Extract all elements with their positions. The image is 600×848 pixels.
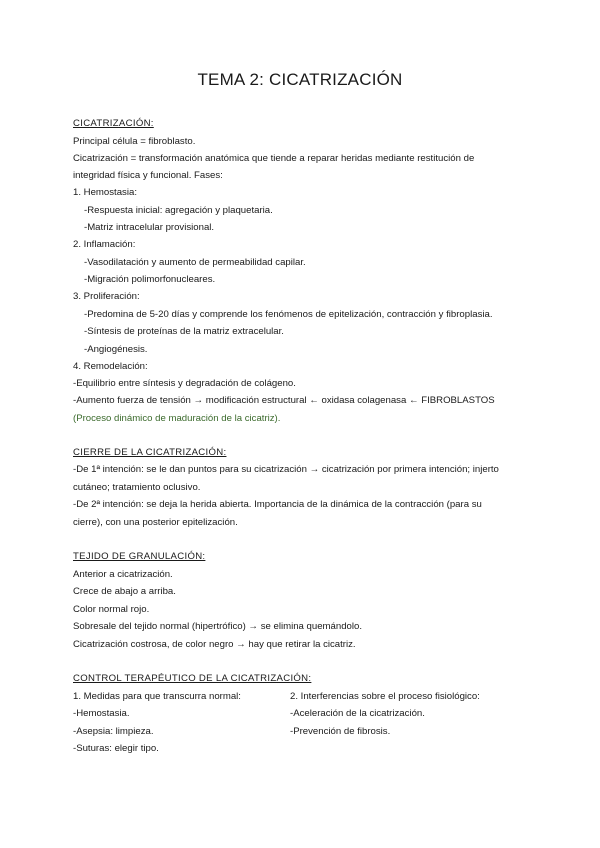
text-line: Sobresale del tejido normal (hipertrófico) → se elimina quemándolo. [73, 621, 363, 632]
text-line: -Respuesta inicial: agregación y plaquetaria. [84, 205, 273, 216]
text-line: -Equilibrio entre síntesis y degradación de colágeno. [73, 378, 296, 389]
phase-proliferacion: 3. Proliferación: [73, 291, 140, 302]
text-line: Cicatrización = transformación anatómica que tiende a reparar heridas mediante restitución de [73, 153, 475, 164]
text-line: -Prevención de fibrosis. [290, 726, 391, 737]
text-line: cutáneo; tratamiento oclusivo. [73, 482, 201, 493]
text-line: Cicatrización costrosa, de color negro → hay que retirar la cicatriz. [73, 639, 356, 650]
section-heading-cicatrizacion: CICATRIZACIÓN: [73, 118, 154, 129]
text-line: Anterior a cicatrización. [73, 569, 173, 580]
text-line: cierre), con una posterior epitelización. [73, 517, 238, 528]
text-line: Principal célula = fibroblasto. [73, 136, 196, 147]
section-heading-control: CONTROL TERAPÉUTICO DE LA CICATRIZACIÓN: [73, 673, 312, 684]
highlighted-note: (Proceso dinámico de maduración de la cicatriz). [73, 413, 281, 424]
column2-heading: 2. Interferencias sobre el proceso fisiológico: [290, 691, 480, 702]
section-heading-tejido: TEJIDO DE GRANULACIÓN: [73, 551, 206, 562]
column1-heading: 1. Medidas para que transcurra normal: [73, 691, 241, 702]
text-line: Color normal rojo. [73, 604, 150, 615]
phase-inflamacion: 2. Inflamación: [73, 239, 136, 250]
text-line: -Predomina de 5-20 días y comprende los fenómenos de epitelización, contracción y fibroplasia. [84, 309, 493, 320]
text-line: integridad física y funcional. Fases: [73, 170, 223, 181]
section-heading-cierre: CIERRE DE LA CICATRIZACIÓN: [73, 447, 227, 458]
text-line: -Matriz intracelular provisional. [84, 222, 215, 233]
text-line: -Suturas: elegir tipo. [73, 743, 159, 754]
page-title: TEMA 2: CICATRIZACIÓN [197, 70, 403, 89]
text-line: -De 2ª intención: se deja la herida abierta. Importancia de la dinámica de la contracción (para su [73, 499, 482, 510]
text-line: Crece de abajo a arriba. [73, 586, 176, 597]
text-line: -Migración polimorfonucleares. [84, 274, 216, 285]
text-line: -Asepsia: limpieza. [73, 726, 154, 737]
text-line: -Síntesis de proteínas de la matriz extracelular. [84, 326, 284, 337]
text-line: -Aceleración de la cicatrización. [290, 708, 425, 719]
text-line: -Aumento fuerza de tensión → modificación estructural ← oxidasa colagenasa ← FIBROBLASTOS [73, 395, 495, 406]
text-line: -Hemostasia. [73, 708, 130, 719]
text-line: -Vasodilatación y aumento de permeabilidad capilar. [84, 257, 306, 268]
phase-hemostasia: 1. Hemostasia: [73, 187, 137, 198]
text-line: -De 1ª intención: se le dan puntos para su cicatrización → cicatrización por primera intención; injerto [73, 464, 499, 475]
phase-remodelacion: 4. Remodelación: [73, 361, 148, 372]
text-line: -Angiogénesis. [84, 344, 148, 355]
